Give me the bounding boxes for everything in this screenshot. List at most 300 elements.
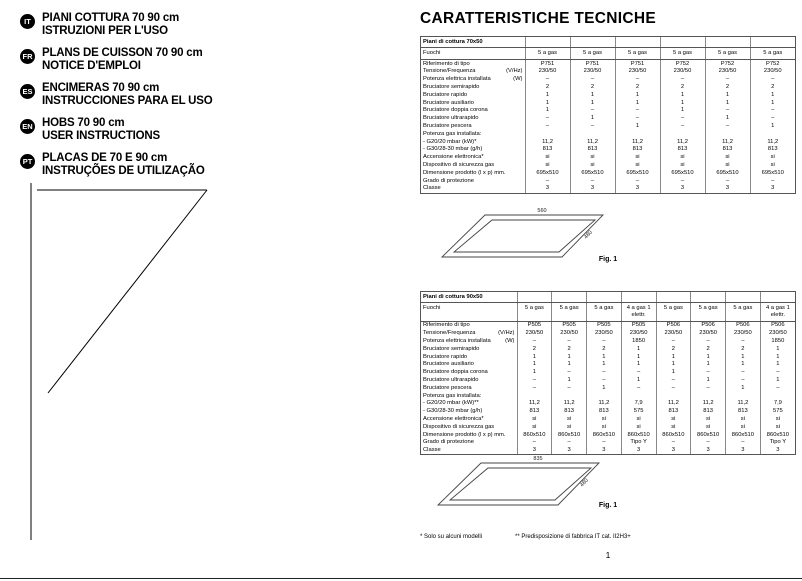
spec-cell: si bbox=[705, 154, 750, 162]
spec-cell: si bbox=[587, 415, 622, 423]
spec-cell: 3 bbox=[705, 185, 750, 193]
spec-cell: 1 bbox=[691, 353, 726, 361]
row-label: Bruciatore rapido bbox=[423, 91, 468, 98]
table-title-spacer bbox=[656, 292, 691, 303]
spec-cell: 695x510 bbox=[525, 169, 570, 177]
spec-cell: – bbox=[656, 337, 691, 345]
table-title-spacer bbox=[760, 292, 795, 303]
spec-cell: – bbox=[726, 337, 761, 345]
row-label: Riferimento di tipo bbox=[423, 322, 470, 329]
spec-cell: 230/50 bbox=[615, 68, 660, 76]
spec-cell: si bbox=[691, 423, 726, 431]
spec-cell: – bbox=[552, 439, 587, 447]
spec-cell: 1 bbox=[660, 99, 705, 107]
table-title-spacer bbox=[621, 292, 656, 303]
lang-item-it bbox=[20, 12, 213, 38]
spec-cell: 2 bbox=[656, 345, 691, 353]
spec-cell: – bbox=[587, 439, 622, 447]
spec-cell: si bbox=[621, 415, 656, 423]
spec-cell: – bbox=[552, 369, 587, 377]
spec-cell: si bbox=[660, 161, 705, 169]
spec-cell: – bbox=[750, 115, 795, 123]
column-header: 5 a gas bbox=[691, 303, 726, 322]
row-label: Potenza gas installata: bbox=[423, 130, 482, 137]
spec-cell: – bbox=[750, 76, 795, 84]
spec-cell: 813 bbox=[656, 408, 691, 416]
spec-cell bbox=[615, 130, 660, 138]
title-line1: PLANS DE CUISSON 70 90 cm bbox=[42, 47, 203, 59]
column-header: 5 a gas bbox=[750, 48, 795, 60]
spec-cell: 3 bbox=[750, 185, 795, 193]
row-label: Bruciatore semirapido bbox=[423, 345, 480, 352]
spec-cell: – bbox=[587, 376, 622, 384]
spec-cell: 1850 bbox=[621, 337, 656, 345]
spec-cell: 1 bbox=[525, 91, 570, 99]
spec-cell: 11,2 bbox=[587, 400, 622, 408]
spec-cell: si bbox=[525, 161, 570, 169]
spec-cell: Tipo Y bbox=[621, 439, 656, 447]
spec-cell: 3 bbox=[517, 447, 552, 455]
row-label: Bruciatore ausiliario bbox=[423, 99, 474, 106]
table-title-spacer bbox=[615, 37, 660, 48]
spec-cell: 1 bbox=[552, 361, 587, 369]
spec-cell: 230/50 bbox=[552, 330, 587, 338]
spec-table-70x50 bbox=[420, 36, 796, 194]
spec-cell: – bbox=[525, 115, 570, 123]
row-label: Grado di protezione bbox=[423, 177, 474, 184]
spec-cell: si bbox=[587, 423, 622, 431]
spec-cell: si bbox=[656, 423, 691, 431]
spec-cell: – bbox=[552, 384, 587, 392]
spec-cell: 7,9 bbox=[760, 400, 795, 408]
spec-cell: – bbox=[517, 439, 552, 447]
spec-cell: – bbox=[760, 369, 795, 377]
spec-cell: 1 bbox=[525, 107, 570, 115]
spec-cell: 1 bbox=[570, 99, 615, 107]
spec-cell: 230/50 bbox=[705, 68, 750, 76]
spec-cell: si bbox=[760, 423, 795, 431]
spec-cell: 3 bbox=[587, 447, 622, 455]
spec-cell: – bbox=[570, 177, 615, 185]
spec-cell: – bbox=[615, 76, 660, 84]
lang-badge-it: IT bbox=[20, 14, 35, 29]
spec-cell: – bbox=[705, 122, 750, 130]
row-label: Dispositivo di sicurezza gas bbox=[423, 423, 495, 430]
row-label: Bruciatore semirapido bbox=[423, 83, 480, 90]
spec-cell: P506 bbox=[656, 321, 691, 329]
spec-cell: 1 bbox=[691, 376, 726, 384]
spec-cell: 3 bbox=[760, 447, 795, 455]
spec-cell: 11,2 bbox=[517, 400, 552, 408]
spec-cell: 695x510 bbox=[660, 169, 705, 177]
spec-cell: – bbox=[517, 384, 552, 392]
spec-cell: 3 bbox=[525, 185, 570, 193]
spec-cell: – bbox=[750, 177, 795, 185]
spec-cell: si bbox=[552, 423, 587, 431]
footer-rule bbox=[0, 578, 802, 579]
fig-depth-dimension: 480 bbox=[579, 477, 590, 489]
title-line2: NOTICE D'EMPLOI bbox=[42, 60, 141, 72]
lang-title-fr bbox=[42, 47, 203, 73]
spec-cell bbox=[587, 392, 622, 400]
spec-cell: P506 bbox=[691, 321, 726, 329]
table-title-spacer bbox=[660, 37, 705, 48]
spec-cell: si bbox=[615, 154, 660, 162]
spec-cell: 11,2 bbox=[656, 400, 691, 408]
spec-cell: P752 bbox=[660, 60, 705, 68]
column-header: 5 a gas bbox=[517, 303, 552, 322]
spec-cell: – bbox=[660, 76, 705, 84]
spec-cell: 860x510 bbox=[517, 431, 552, 439]
row-label: - G30/28-30 mbar (g/h) bbox=[423, 408, 483, 415]
figure-caption: Fig. 1 bbox=[598, 502, 618, 509]
spec-cell: – bbox=[750, 107, 795, 115]
title-line2: INSTRUÇÕES DE UTILIZAÇÃO bbox=[42, 165, 205, 177]
spec-cell: 813 bbox=[660, 146, 705, 154]
spec-cell: 860x510 bbox=[726, 431, 761, 439]
table-title: Piani di cottura 90x50 bbox=[421, 292, 517, 303]
spec-cell: 2 bbox=[615, 83, 660, 91]
spec-cell: 1 bbox=[517, 361, 552, 369]
spec-cell: 2 bbox=[552, 345, 587, 353]
fig-depth-dimension: 480 bbox=[583, 229, 594, 241]
spec-cell: 1 bbox=[615, 99, 660, 107]
spec-table-90x50 bbox=[420, 291, 796, 455]
spec-cell bbox=[656, 392, 691, 400]
table-title-spacer bbox=[750, 37, 795, 48]
row-label: Fuochi bbox=[421, 48, 525, 60]
spec-cell: – bbox=[621, 369, 656, 377]
hob-cutout-figure-70 bbox=[440, 205, 612, 263]
spec-cell: 1 bbox=[621, 345, 656, 353]
spec-cell: – bbox=[615, 107, 660, 115]
spec-cell: 1 bbox=[552, 376, 587, 384]
spec-cell: 695x510 bbox=[570, 169, 615, 177]
spec-cell: 1 bbox=[750, 122, 795, 130]
spec-cell: 3 bbox=[621, 447, 656, 455]
lang-badge-es: ES bbox=[20, 84, 35, 99]
spec-cell: 1 bbox=[705, 115, 750, 123]
spec-cell: 3 bbox=[691, 447, 726, 455]
spec-cell: 230/50 bbox=[570, 68, 615, 76]
spec-cell: – bbox=[656, 439, 691, 447]
row-label: Bruciatore pescera bbox=[423, 122, 472, 129]
language-title-list bbox=[20, 12, 213, 178]
spec-cell: 1 bbox=[570, 91, 615, 99]
lang-badge-pt: PT bbox=[20, 154, 35, 169]
spec-cell bbox=[726, 392, 761, 400]
spec-cell: 1 bbox=[587, 361, 622, 369]
spec-cell: – bbox=[656, 384, 691, 392]
spec-cell: 1 bbox=[726, 361, 761, 369]
row-label: Bruciatore pescera bbox=[423, 384, 472, 391]
spec-cell: 2 bbox=[587, 345, 622, 353]
row-label: Bruciatore ultrarapido bbox=[423, 115, 479, 122]
table-title: Piani di cottura 70x50 bbox=[421, 37, 525, 48]
spec-cell: 860x510 bbox=[621, 431, 656, 439]
spec-cell: si bbox=[517, 423, 552, 431]
column-header: 4 a gas 1 elettr. bbox=[760, 303, 795, 322]
spec-cell: si bbox=[760, 415, 795, 423]
spec-cell: – bbox=[726, 369, 761, 377]
spec-cell: – bbox=[656, 376, 691, 384]
spec-cell: 1 bbox=[587, 384, 622, 392]
spec-cell: – bbox=[691, 369, 726, 377]
spec-cell: – bbox=[570, 76, 615, 84]
title-line1: PLACAS DE 70 E 90 cm bbox=[42, 152, 168, 164]
spec-cell: 860x510 bbox=[587, 431, 622, 439]
spec-cell: 1 bbox=[615, 122, 660, 130]
row-label: Bruciatore ausiliario bbox=[423, 361, 474, 368]
table-title-spacer bbox=[552, 292, 587, 303]
column-header: 5 a gas bbox=[726, 303, 761, 322]
spec-cell: 11,2 bbox=[691, 400, 726, 408]
spec-cell bbox=[552, 392, 587, 400]
lang-title-it bbox=[42, 12, 179, 38]
spec-cell: 813 bbox=[525, 146, 570, 154]
column-header: 5 a gas bbox=[570, 48, 615, 60]
lang-badge-fr: FR bbox=[20, 49, 35, 64]
spec-cell: 695x510 bbox=[615, 169, 660, 177]
row-label: Dimensione prodotto (l x p) mm. bbox=[423, 431, 506, 438]
spec-cell: 1 bbox=[760, 376, 795, 384]
spec-cell: P752 bbox=[705, 60, 750, 68]
spec-cell: 1850 bbox=[760, 337, 795, 345]
spec-cell: P506 bbox=[760, 321, 795, 329]
spec-cell: 1 bbox=[726, 384, 761, 392]
spec-cell: 11,2 bbox=[660, 138, 705, 146]
spec-cell: P506 bbox=[726, 321, 761, 329]
column-header: 5 a gas bbox=[587, 303, 622, 322]
table-title-spacer bbox=[691, 292, 726, 303]
spec-cell: si bbox=[517, 415, 552, 423]
spec-cell: 1 bbox=[750, 91, 795, 99]
title-line2: ISTRUZIONI PER L'USO bbox=[42, 25, 168, 37]
row-label: Fuochi bbox=[421, 303, 517, 322]
spec-cell: si bbox=[750, 161, 795, 169]
row-label: Potenza gas installata: bbox=[423, 392, 482, 399]
spec-cell: 2 bbox=[705, 83, 750, 91]
column-header: 5 a gas bbox=[525, 48, 570, 60]
spec-cell: P751 bbox=[570, 60, 615, 68]
row-label: Accensione elettronica* bbox=[423, 154, 484, 161]
section-title: CARATTERISTICHE TECNICHE bbox=[420, 10, 656, 27]
spec-cell: 1 bbox=[621, 361, 656, 369]
title-line1: ENCIMERAS 70 90 cm bbox=[42, 82, 160, 94]
spec-cell: si bbox=[750, 154, 795, 162]
spec-cell: si bbox=[726, 423, 761, 431]
spec-cell: 1 bbox=[517, 369, 552, 377]
title-line1: PIANI COTTURA 70 90 cm bbox=[42, 12, 180, 24]
spec-cell: 1 bbox=[570, 115, 615, 123]
row-label: Classe bbox=[423, 447, 441, 454]
spec-cell: – bbox=[621, 384, 656, 392]
spec-cell: – bbox=[570, 122, 615, 130]
spec-cell bbox=[525, 130, 570, 138]
spec-cell: P751 bbox=[525, 60, 570, 68]
spec-cell: 1 bbox=[552, 353, 587, 361]
spec-cell: 230/50 bbox=[760, 330, 795, 338]
spec-cell: 1 bbox=[750, 99, 795, 107]
spec-cell: – bbox=[615, 177, 660, 185]
spec-cell: P505 bbox=[587, 321, 622, 329]
spec-cell: 1 bbox=[525, 99, 570, 107]
table-title-spacer bbox=[705, 37, 750, 48]
spec-cell: 1 bbox=[587, 353, 622, 361]
spec-cell: 860x510 bbox=[552, 431, 587, 439]
spec-cell: si bbox=[570, 154, 615, 162]
spec-cell: – bbox=[760, 384, 795, 392]
spec-cell: 11,2 bbox=[726, 400, 761, 408]
footnote-factory-setting: ** Predisposizione di fabbrica IT cat. II2H3+ bbox=[515, 534, 631, 540]
row-label: Accensione elettronica* bbox=[423, 415, 484, 422]
row-label: Potenza elettrica installata (W) bbox=[423, 76, 523, 83]
spec-cell: si bbox=[615, 161, 660, 169]
spec-cell: – bbox=[691, 384, 726, 392]
column-header: 5 a gas bbox=[660, 48, 705, 60]
spec-cell: si bbox=[705, 161, 750, 169]
figure-caption: Fig. 1 bbox=[598, 256, 618, 263]
column-header: 5 a gas bbox=[705, 48, 750, 60]
spec-cell: si bbox=[570, 161, 615, 169]
table-title-spacer bbox=[570, 37, 615, 48]
spec-cell: 1 bbox=[656, 361, 691, 369]
spec-cell: – bbox=[660, 177, 705, 185]
row-label: Potenza elettrica installata (W) bbox=[423, 337, 515, 344]
spec-cell: 3 bbox=[656, 447, 691, 455]
spec-cell: 2 bbox=[691, 345, 726, 353]
spec-cell: 813 bbox=[552, 408, 587, 416]
spec-cell: 3 bbox=[726, 447, 761, 455]
spec-cell: 1 bbox=[517, 353, 552, 361]
spec-cell: si bbox=[660, 154, 705, 162]
spec-cell bbox=[621, 392, 656, 400]
spec-cell: 1 bbox=[656, 369, 691, 377]
row-label: Dispositivo di sicurezza gas bbox=[423, 161, 495, 168]
spec-cell: – bbox=[552, 337, 587, 345]
spec-cell: 11,2 bbox=[525, 138, 570, 146]
spec-cell: 575 bbox=[760, 408, 795, 416]
spec-cell: 230/50 bbox=[621, 330, 656, 338]
spec-cell: – bbox=[660, 122, 705, 130]
spec-cell: 2 bbox=[750, 83, 795, 91]
spec-cell: 230/50 bbox=[587, 330, 622, 338]
spec-cell: – bbox=[587, 369, 622, 377]
row-label: Tensione/Frequenza (V/Hz) bbox=[423, 330, 515, 337]
spec-cell: – bbox=[726, 376, 761, 384]
spec-cell: – bbox=[705, 177, 750, 185]
spec-cell: si bbox=[552, 415, 587, 423]
spec-cell: 575 bbox=[621, 408, 656, 416]
spec-cell: si bbox=[621, 423, 656, 431]
spec-cell: 813 bbox=[691, 408, 726, 416]
column-header: 5 a gas bbox=[656, 303, 691, 322]
spec-cell: 813 bbox=[615, 146, 660, 154]
row-label: - G20/20 mbar (kW)** bbox=[423, 400, 479, 407]
lang-item-es bbox=[20, 82, 213, 108]
row-label: Dimensione prodotto (l x p) mm. bbox=[423, 169, 506, 176]
spec-cell: 1 bbox=[660, 107, 705, 115]
spec-cell: 230/50 bbox=[660, 68, 705, 76]
lang-title-es bbox=[42, 82, 213, 108]
spec-cell: – bbox=[726, 439, 761, 447]
spec-cell: P505 bbox=[621, 321, 656, 329]
row-label: Bruciatore doppia corona bbox=[423, 369, 488, 376]
spec-cell: 813 bbox=[750, 146, 795, 154]
title-line2: INSTRUCCIONES PARA EL USO bbox=[42, 95, 213, 107]
spec-cell: si bbox=[691, 415, 726, 423]
spec-cell: – bbox=[525, 122, 570, 130]
spec-cell: 1 bbox=[656, 353, 691, 361]
table-title-spacer bbox=[525, 37, 570, 48]
table-title-spacer bbox=[726, 292, 761, 303]
spec-cell: 3 bbox=[570, 185, 615, 193]
lang-title-en bbox=[42, 117, 160, 143]
lang-title-pt bbox=[42, 152, 205, 178]
spec-cell: 1 bbox=[760, 353, 795, 361]
spec-cell: 695x510 bbox=[705, 169, 750, 177]
spec-cell: 7,9 bbox=[621, 400, 656, 408]
spec-cell: 230/50 bbox=[656, 330, 691, 338]
spec-cell: – bbox=[691, 337, 726, 345]
spec-cell: 230/50 bbox=[517, 330, 552, 338]
spec-cell: 3 bbox=[615, 185, 660, 193]
spec-cell: si bbox=[525, 154, 570, 162]
title-line1: HOBS 70 90 cm bbox=[42, 117, 125, 129]
row-label: Grado di protezione bbox=[423, 439, 474, 446]
spec-cell: 695x510 bbox=[750, 169, 795, 177]
column-header: 5 a gas bbox=[552, 303, 587, 322]
spec-cell: 813 bbox=[570, 146, 615, 154]
lang-item-fr bbox=[20, 47, 213, 73]
spec-cell: si bbox=[726, 415, 761, 423]
spec-cell: 1 bbox=[615, 91, 660, 99]
spec-cell: 230/50 bbox=[750, 68, 795, 76]
spec-cell: – bbox=[525, 177, 570, 185]
spec-cell: 230/50 bbox=[525, 68, 570, 76]
spec-cell: 2 bbox=[726, 345, 761, 353]
fig-width-dimension: 560 bbox=[537, 208, 547, 214]
spec-cell: 1 bbox=[691, 361, 726, 369]
row-label: Riferimento di tipo bbox=[423, 60, 470, 67]
spec-cell: – bbox=[517, 337, 552, 345]
spec-cell: si bbox=[656, 415, 691, 423]
spec-cell: 860x510 bbox=[691, 431, 726, 439]
spec-cell: 2 bbox=[570, 83, 615, 91]
spec-cell: 860x510 bbox=[760, 431, 795, 439]
spec-cell: – bbox=[705, 107, 750, 115]
spec-cell: 1 bbox=[660, 91, 705, 99]
spec-cell: – bbox=[517, 376, 552, 384]
spec-cell: 230/50 bbox=[691, 330, 726, 338]
row-label: Bruciatore rapido bbox=[423, 353, 468, 360]
page-number: 1 bbox=[605, 550, 611, 560]
spec-cell: 3 bbox=[552, 447, 587, 455]
spec-cell: 3 bbox=[660, 185, 705, 193]
spec-cell: 2 bbox=[517, 345, 552, 353]
column-header: 5 a gas bbox=[615, 48, 660, 60]
spec-cell: Tipo Y bbox=[760, 439, 795, 447]
spec-cell: – bbox=[705, 76, 750, 84]
lang-badge-en: EN bbox=[20, 119, 35, 134]
table-title-spacer bbox=[587, 292, 622, 303]
row-label: - G30/28-30 mbar (g/h) bbox=[423, 146, 483, 153]
spec-cell: – bbox=[570, 107, 615, 115]
spec-cell: 2 bbox=[660, 83, 705, 91]
spec-cell bbox=[517, 392, 552, 400]
column-header: 4 a gas 1 elettr. bbox=[621, 303, 656, 322]
spec-cell: – bbox=[615, 115, 660, 123]
